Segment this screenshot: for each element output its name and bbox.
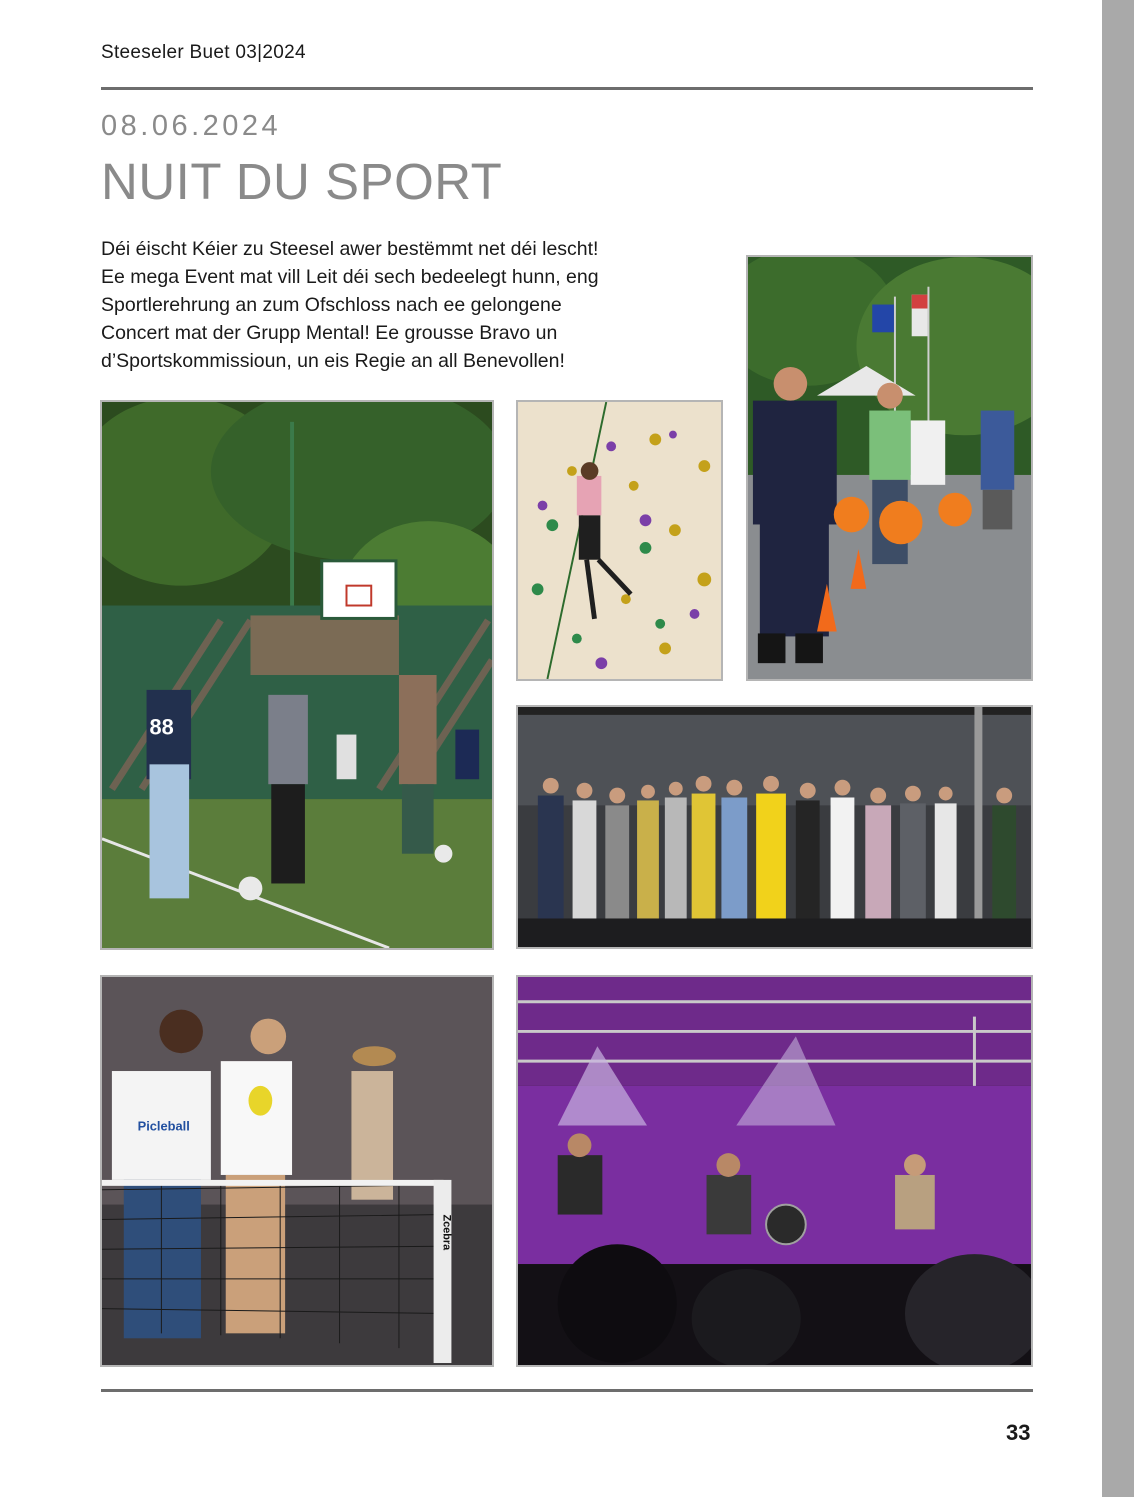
publication-header: Steeseler Buet 03|2024 [101,42,306,63]
jersey-number: 88 [149,714,174,740]
photo-concert [516,975,1033,1367]
intro-line: Concert mat der Grupp Mental! Ee grousse Bravo un [101,322,558,344]
net-brand: Zcebra [440,1214,453,1251]
photo-hose-relay [746,255,1033,681]
article-intro [101,235,661,375]
intro-line: Ee mega Event mat vill Leit déi sech bedeelegt hunn, eng [101,266,599,288]
photo-climbing-wall [516,400,723,681]
photo-pickleball [100,975,494,1367]
side-bar [1102,0,1134,1497]
photo-football-court [100,400,494,950]
photo-award-ceremony [516,705,1033,949]
shirt-logo: Picleball [137,1118,190,1134]
top-rule [101,87,1033,90]
intro-line: Déi éischt Kéier zu Steesel awer bestëmmt net déi lescht! [101,238,599,260]
intro-line: Sportlerehrung an zum Ofschloss nach ee gelongene [101,294,562,316]
intro-line: d’Sportskommissioun, un eis Regie an all Benevollen! [101,350,565,372]
bottom-rule [101,1389,1033,1392]
article-title: NUIT DU SPORT [101,153,503,210]
page-number: 33 [1006,1420,1031,1445]
article-date: 08.06.2024 [101,110,282,142]
